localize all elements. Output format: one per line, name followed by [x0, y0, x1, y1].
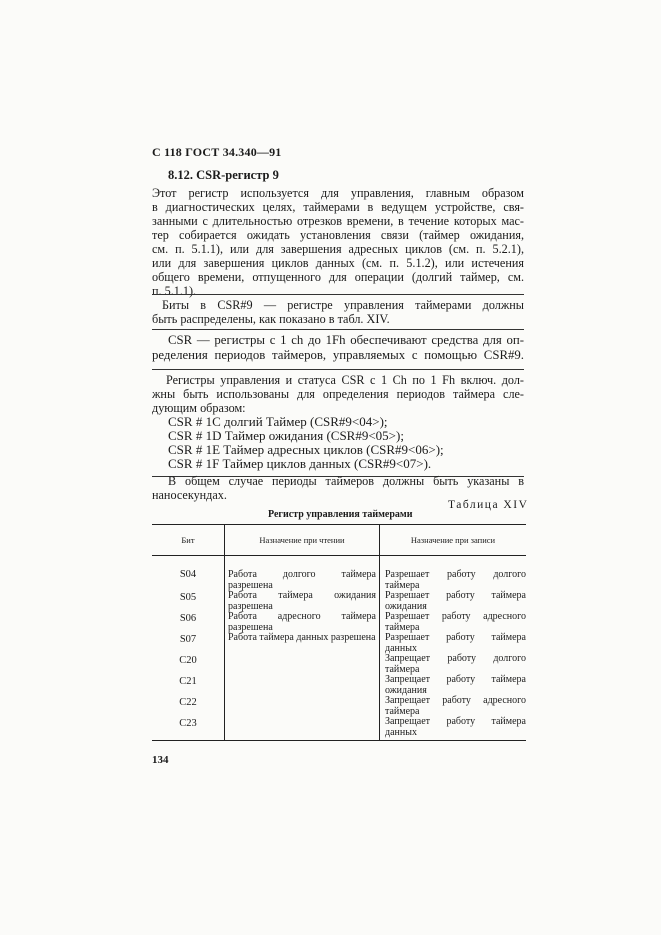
csr-list-item: CSR # 1D Таймер ожидания (CSR#9<05>); — [168, 428, 404, 443]
paragraph-line: наносекундах. — [152, 488, 227, 502]
csr-register-list — [152, 415, 524, 471]
table-row — [152, 696, 526, 717]
table-row — [152, 591, 526, 612]
write-cell: Разрешает работу таймера данных — [380, 633, 527, 654]
write-cell: Запрещает работу таймера данных — [380, 717, 527, 741]
bit-cell: C23 — [152, 717, 225, 741]
table-row — [152, 675, 526, 696]
read-cell: Работа таймера ожидания разрешена — [225, 591, 380, 612]
column-header-bit: Бит — [152, 525, 225, 556]
read-cell — [225, 696, 380, 717]
table-row — [152, 654, 526, 675]
paragraph-intro — [152, 186, 524, 298]
column-header-read: Назначение при чтении — [225, 525, 380, 556]
read-cell — [225, 717, 380, 741]
write-cell: Разрешает работу долгого таймера — [380, 556, 527, 592]
paragraph-line: общего времени, отпущенного для операции (долгий таймер, см. — [152, 270, 524, 284]
boxed-requirement-2 — [152, 369, 524, 477]
paragraph-line: в диагностических целях, таймерами в ведущем устройстве, свя- — [152, 200, 524, 214]
bit-cell: C21 — [179, 676, 197, 687]
read-cell: Работа адресного таймера разрешена — [225, 612, 380, 633]
table-row — [152, 556, 526, 592]
page-number: 134 — [152, 754, 169, 766]
read-cell: Работа таймера данных разрешена — [225, 633, 380, 654]
write-cell: Разрешает работу адресного таймера — [380, 612, 527, 633]
csr-list-item: CSR # 1F Таймер циклов данных (CSR#9<07>). — [168, 456, 432, 471]
paragraph-line: или для завершения циклов данных (см. п. 5.1.2), или истечения — [152, 256, 524, 270]
paragraph-line: дующим образом: — [152, 401, 246, 415]
paragraph-line: см. п. 5.1.1), или для завершения адресных циклов (см. п. 5.2.1), — [152, 242, 524, 256]
bit-cell: S06 — [179, 613, 197, 624]
table-caption: Таблица XIV — [448, 499, 529, 511]
csr-list-item: CSR # 1C долгий Таймер (CSR#9<04>); — [168, 414, 388, 429]
table-header-row — [152, 525, 526, 556]
write-cell: Запрещает работу таймера ожидания — [380, 675, 527, 696]
table-row — [152, 612, 526, 633]
table-title: Регистр управления таймерами — [268, 509, 413, 520]
paragraph-line: Этот регистр используется для управления, главным образом — [152, 186, 524, 200]
paragraph-line: Биты в CSR#9 — регистре управления таймерами должны — [162, 298, 524, 312]
paragraph-line: тер собирается ожидать установления связи (таймер ожидания, — [152, 228, 524, 242]
boxed-requirement-1 — [152, 294, 524, 330]
bit-cell: S07 — [179, 634, 197, 645]
read-cell — [225, 675, 380, 696]
paragraph-line: ределения периодов таймеров, управляемых с помощью CSR#9. — [152, 348, 524, 362]
write-cell: Разрешает работу таймера ожидания — [380, 591, 527, 612]
section-title: 8.12. CSR-регистр 9 — [168, 168, 279, 182]
bit-cell: C20 — [179, 655, 197, 666]
read-cell — [225, 654, 380, 675]
paragraph-line: занными с длительностью отрезков времени, в течение которых мас- — [152, 214, 524, 228]
paragraph-line: CSR — регистры с 1 ch до 1Fh обеспечивают средства для оп- — [168, 333, 524, 347]
page-header: С 118 ГОСТ 34.340—91 — [152, 145, 282, 159]
write-cell: Запрещает работу долгого таймера — [380, 654, 527, 675]
table-row — [152, 633, 526, 654]
paragraph-line: Регистры управления и статуса CSR с 1 Ch по 1 Fh включ. дол- — [166, 373, 524, 387]
bit-cell: C22 — [179, 697, 197, 708]
column-header-write: Назначение при записи — [380, 525, 527, 556]
paragraph-line: п. 5.1.1). — [152, 284, 197, 298]
bit-cell: S05 — [179, 592, 197, 603]
table-row — [152, 717, 526, 741]
paragraph-line: В общем случае периоды таймеров должны быть указаны в — [168, 474, 524, 488]
bit-cell: S04 — [179, 569, 197, 580]
paragraph-csr-range — [152, 333, 524, 363]
paragraph-line: жны быть использованы для определения периодов таймера сле- — [152, 387, 524, 401]
read-cell: Работа долгого таймера разрешена — [225, 556, 380, 592]
write-cell: Запрещает работу адресного таймера — [380, 696, 527, 717]
paragraph-line: быть распределены, как показано в табл. XIV. — [152, 312, 390, 326]
csr-list-item: CSR # 1E Таймер адресных циклов (CSR#9<06>); — [168, 442, 444, 457]
paragraph-timer-units — [152, 474, 524, 502]
timer-control-table — [152, 524, 526, 741]
